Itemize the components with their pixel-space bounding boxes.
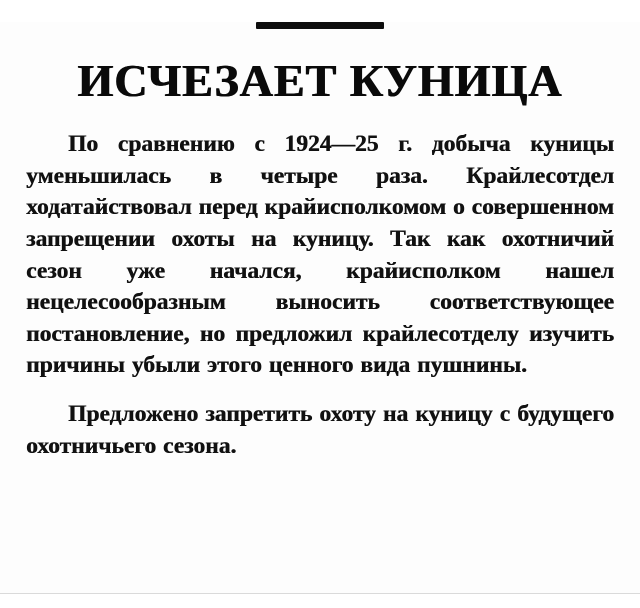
newspaper-clipping [0, 22, 640, 608]
article-body [20, 129, 620, 462]
paragraph-2 [26, 399, 614, 462]
headline: ИСЧЕЗАЕТ КУНИЦА [77, 55, 563, 106]
paragraph-2-text: Предложено запретить охоту на куницу с будущего охотничьего сезона. [26, 401, 614, 459]
horizontal-rule-divider [256, 22, 384, 29]
paragraph-1-text: По сравнению с 1924—25 г. добыча куницы уменьшилась в четыре раза. Крайлесотдел ходатайствовал перед крайисполкомом о совершенном запрещении охоты на куницу. Так как охотничий сезон уже начался, крайисполком нашел нецелесообразным выносить соответствующее постановление, но предложил крайлесотделу изучить причины убыли этого ценного вида пушнины. [26, 131, 614, 379]
clipping-bottom-edge [0, 593, 640, 608]
paragraph-1 [26, 129, 614, 382]
